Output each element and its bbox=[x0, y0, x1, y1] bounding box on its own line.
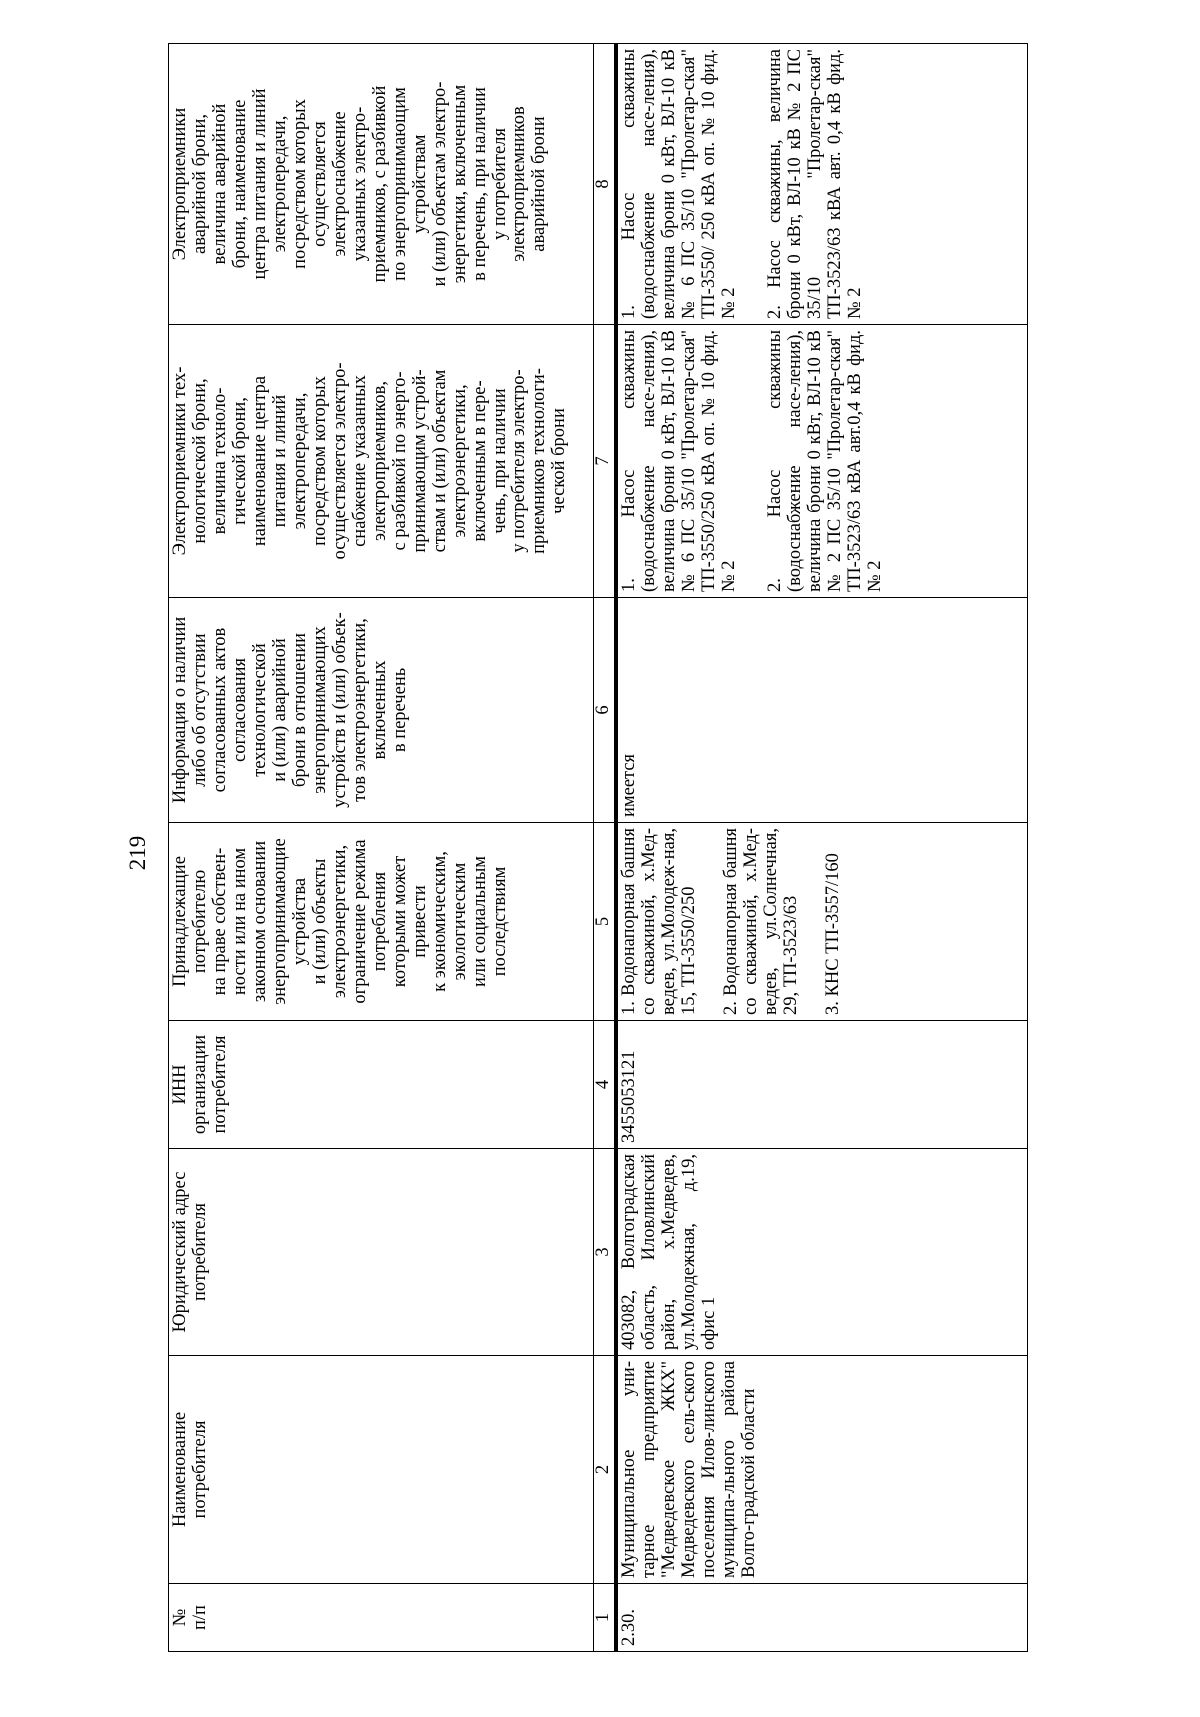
column-number: 7 bbox=[593, 325, 616, 598]
header-inn: ИНН организации потребителя bbox=[169, 1021, 594, 1149]
objects-cell bbox=[616, 823, 1027, 1021]
column-number: 1 bbox=[593, 1584, 616, 1652]
object-item: 2. Водонапорная башня со скважиной, х.Мед-ведев, ул.Солнечная, 29, ТП-3523/63 bbox=[721, 828, 801, 1015]
emergency-reserve-cell bbox=[616, 44, 1027, 325]
header-row bbox=[169, 44, 594, 1652]
header-num: № п/п bbox=[169, 1584, 594, 1652]
agreement-info: имеется bbox=[616, 598, 1027, 823]
header-emergency-reserve: Электроприемники аварийной брони, величина аварийной брони, наименование центра питания и линий электропередачи, посредством которых осуществляется электроснабжение указанных электро- приемников, с разбивкой по энергопринимающим устройствам и (или) объектам электро- энергетики, включенным в перечень, при наличии у потребителя электроприемников аварийной брони bbox=[169, 44, 594, 325]
column-number: 8 bbox=[593, 44, 616, 325]
object-item: 1. Водонапорная башня со скважиной, х.Мед-ведев, ул.Молодеж-ная, 15, ТП-3550/250 bbox=[619, 828, 700, 1015]
header-objects: Принадлежащие потребителю на праве собствен- ности или на ином законном основании энергопринимающие устройства и (или) объекты электроэнергетики, ограничение режима потребления которыми может привести к экономическим, экологическим или социальным последствиям bbox=[169, 823, 594, 1021]
legal-address: 403082, Волгоградская область, Иловлинский район, х.Медведев, ул.Молодежная, д.19, офис 1 bbox=[616, 1149, 1027, 1356]
header-legal-address: Юридический адрес потребителя bbox=[169, 1149, 594, 1356]
column-number: 5 bbox=[593, 823, 616, 1021]
row-number: 2.30. bbox=[616, 1584, 1027, 1652]
reservation-table bbox=[168, 43, 1028, 1652]
page-number: 219 bbox=[125, 835, 150, 871]
column-number: 4 bbox=[593, 1021, 616, 1149]
column-number: 3 bbox=[593, 1149, 616, 1356]
column-number: 2 bbox=[593, 1356, 616, 1584]
emergency-reserve-item: 1. Насос скважины (водоснабжение насе-ления), величина брони 0 кВт, ВЛ-10 кВ № 6 ПС 35/10 "Пролетар-ская" ТП-3550/ 250 кВА оп. № 10 фид. № 2 bbox=[619, 49, 740, 319]
column-number-row bbox=[593, 44, 616, 1652]
object-item: 3. КНС ТП-3557/160 bbox=[822, 853, 843, 1015]
header-technological-reserve: Электроприемники тех- нологической брони, величина техноло- гической брони, наименование центра питания и линий электропередачи, посредством которых осуществляется электро- снабжение указанных электроприемников, с разбивкой по энерго- принимающим устрой- ствам и (или) объектам электроэнергетики, включенным в пере- чень, при наличии у потребителя электро- приемников технологи- ческой брони bbox=[169, 325, 594, 598]
emergency-reserve-item: 2. Насос скважины, величина брони 0 кВт, ВЛ-10 кВ № 2 ПС 35/10 "Пролетар-ская" ТП-3523/63 кВА авт. 0,4 кВ фид. № 2 bbox=[764, 49, 865, 319]
header-agreement-info: Информация о наличии либо об отсутствии согласованных актов согласования технологической и (или) аварийной брони в отношении энергопринимающих устройств и (или) объек- тов электроэнергетики, включенных в перечень bbox=[169, 598, 594, 823]
technological-reserve-cell bbox=[616, 325, 1027, 598]
inn-value: 3455053121 bbox=[616, 1021, 1027, 1149]
consumer-name: Муниципальное уни-тарное предприятие "Медведевское ЖКХ" Медведевского сель-ского поселения Илов-линского муниципа-льного района Волго-градской области bbox=[616, 1356, 1027, 1584]
column-number: 6 bbox=[593, 598, 616, 823]
header-consumer-name: Наименование потребителя bbox=[169, 1356, 594, 1584]
tech-reserve-item: 2. Насос скважины (водоснабжение насе-ления), величина брони 0 кВт, ВЛ-10 кВ № 2 ПС 35/10 "Пролетар-ская" ТП-3523/63 кВА авт.0,4 кВ фид.№ 2 bbox=[764, 330, 885, 592]
tech-reserve-item: 1. Насос скважины (водоснабжение насе-ления), величина брони 0 кВт, ВЛ-10 кВ № 6 ПС 35/10 "Пролетар-ская" ТП-3550/250 кВА оп. № 10 фид. № 2 bbox=[619, 330, 740, 592]
table-row bbox=[616, 44, 1027, 1652]
